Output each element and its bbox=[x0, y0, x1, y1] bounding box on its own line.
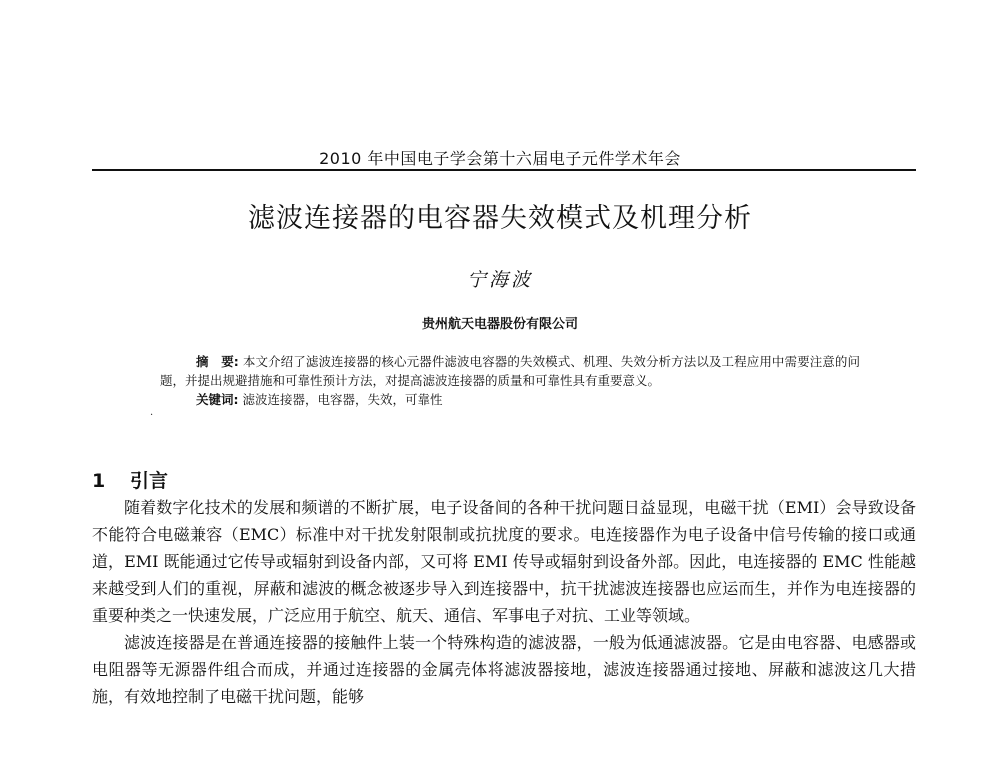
abstract-text: 本文介绍了滤波连接器的核心元器件滤波电容器的失效模式、机理、失效分析方法以及工程应用中需要注意的问题，并提出规避措施和可靠性预计方法，对提高滤波连接器的质量和可靠性具有重要意义。 bbox=[160, 354, 860, 388]
body-paragraph: 滤波连接器是在普通连接器的接触件上装一个特殊构造的滤波器，一般为低通滤波器。它是由电容器、电感器或电阻器等无源器件组合而成，并通过连接器的金属壳体将滤波器接地，滤波连接器通过接地、屏蔽和滤波这几大措施，有效地控制了电磁干扰问题，能够 bbox=[92, 633, 916, 706]
paper-title: 滤波连接器的电容器失效模式及机理分析 bbox=[248, 203, 752, 234]
keywords-line bbox=[160, 390, 860, 409]
affiliation: 贵州航天电器股份有限公司 bbox=[421, 317, 578, 332]
body-paragraph: 随着数字化技术的发展和频谱的不断扩展，电子设备间的各种干扰问题日益显现，电磁干扰（EMI）会导致设备不能符合电磁兼容（EMC）标准中对干扰发射限制或抗扰度的要求。电连接器作为电子设备中信号传输的接口或通道，EMI 既能通过它传导或辐射到设备内部，又可将 EMI 传导或辐射到设备外部。因此，电连接器的 EMC 性能越来越受到人们的重视，屏蔽和滤波的概念被逐步导入到连接器中，抗干扰滤波连接器也应运而生，并作为电连接器的重要种类之一快速发展，广泛应用于航空、航天、通信、军事电子对抗、工业等领域。 bbox=[92, 498, 916, 625]
author-name: 宁海波 bbox=[466, 269, 533, 291]
abstract-paragraph bbox=[160, 352, 860, 390]
section-heading bbox=[92, 466, 168, 493]
keywords-label: 关键词: bbox=[196, 392, 239, 407]
section-number: 1 bbox=[92, 470, 106, 492]
keywords-text: 滤波连接器，电容器，失效，可靠性 bbox=[242, 392, 443, 407]
abstract-label: 摘 要: bbox=[196, 354, 239, 369]
section-title: 引言 bbox=[130, 470, 169, 492]
conference-header: 2010 年中国电子学会第十六届电子元件学术年会 bbox=[319, 149, 681, 168]
header-rule bbox=[92, 169, 916, 171]
section-body bbox=[92, 494, 916, 710]
stray-dot: · bbox=[150, 410, 154, 421]
abstract-block bbox=[160, 352, 860, 409]
